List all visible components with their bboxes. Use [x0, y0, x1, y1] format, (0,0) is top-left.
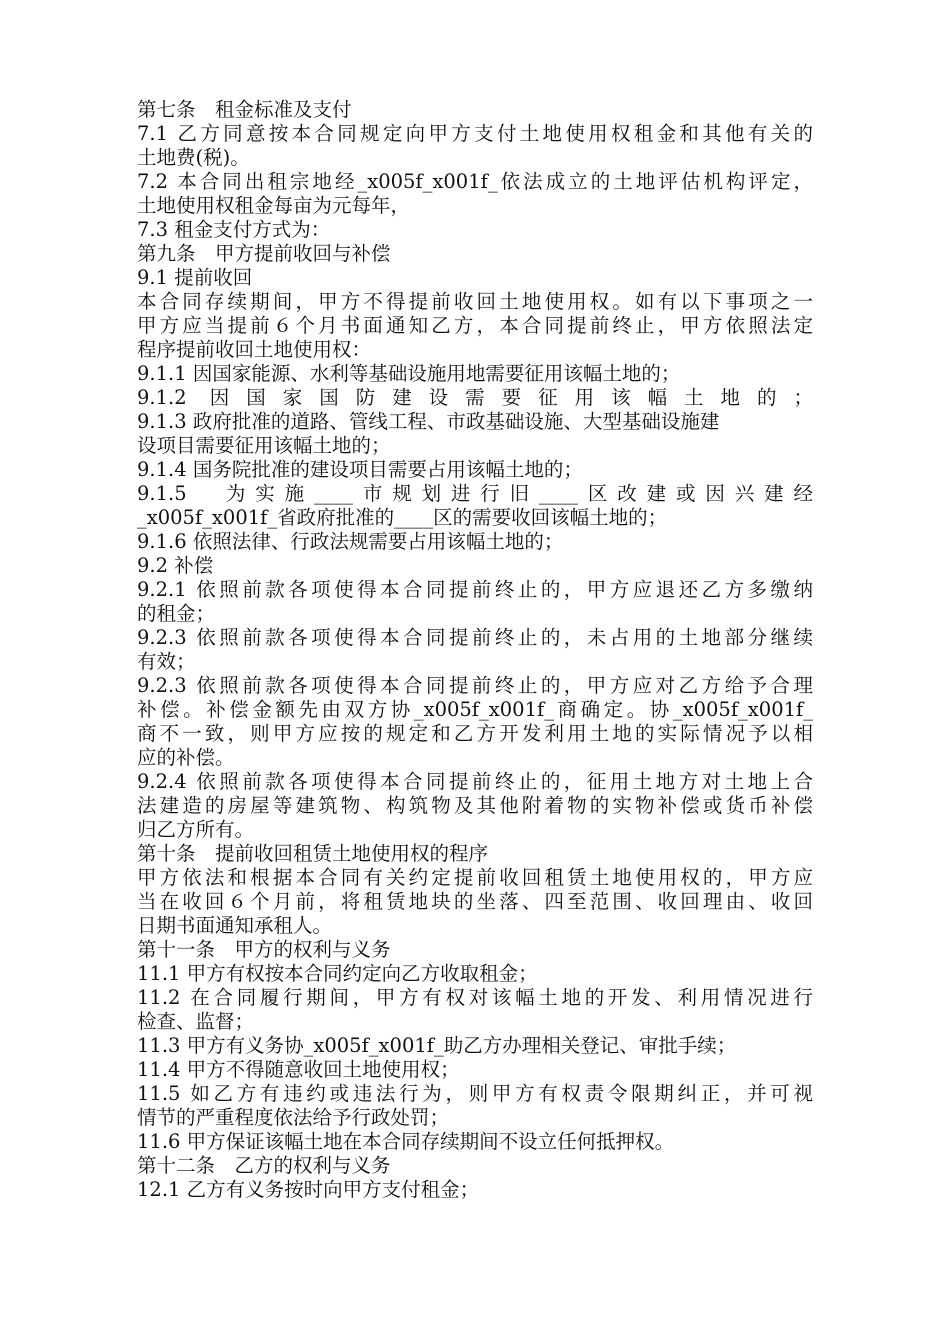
text-line: 有效； [137, 650, 196, 673]
document-body [137, 98, 813, 1202]
text-line: 9.1.6 依照法律、行政法规需要占用该幅土地的； [137, 530, 564, 553]
text-line: _x005f_x001f_省政府批准的____区的需要收回该幅土地的； [137, 506, 668, 529]
text-line: 检查、监督； [137, 1010, 255, 1033]
text-line: 9.1.5 为实施____市规划进行旧____区改建或因兴建经 [137, 482, 813, 505]
text-line: 情节的严重程度依法给予行政处罚； [137, 1106, 450, 1129]
text-line: 补偿。补偿金额先由双方协_x005f_x001f_商确定。协_x005f_x001f_ [137, 698, 813, 721]
text-line: 11.1 甲方有权按本合同约定向乙方收取租金； [137, 962, 538, 985]
text-line: 7.2 本合同出租宗地经_x005f_x001f_依法成立的土地评估机构评定， [137, 170, 813, 193]
text-line: 9.2.3 依照前款各项使得本合同提前终止的，甲方应对乙方给予合理 [137, 674, 813, 697]
text-line: 9.2.4 依照前款各项使得本合同提前终止的，征用土地方对土地上合 [137, 770, 813, 793]
text-line: 7.1 乙方同意按本合同规定向甲方支付土地使用权租金和其他有关的 [137, 122, 813, 145]
text-line: 土地费(税)。 [137, 146, 250, 169]
text-line: 程序提前收回土地使用权： [137, 338, 372, 361]
text-line: 12.1 乙方有义务按时向甲方支付租金； [137, 1178, 480, 1201]
text-line: 7.3 租金支付方式为： [137, 218, 331, 241]
text-line: 归乙方所有。 [137, 818, 255, 841]
text-line: 的租金； [137, 602, 216, 625]
text-line: 甲方应当提前６个月书面通知乙方，本合同提前终止，甲方依照法定 [137, 314, 813, 337]
text-line: 第九条 甲方提前收回与补偿 [137, 242, 391, 265]
text-line: 9.1.1 因国家能源、水利等基础设施用地需要征用该幅土地的； [137, 362, 681, 385]
text-line: 当在收回６个月前，将租赁地块的坐落、四至范围、收回理由、收回 [137, 890, 813, 913]
text-line: 9.1.4 国务院批准的建设项目需要占用该幅土地的； [137, 458, 583, 481]
text-line: 土地使用权租金每亩为元每年， [137, 194, 411, 217]
text-line: 应的补偿。 [137, 746, 235, 769]
text-line: 11.5 如乙方有违约或违法行为，则甲方有权责令限期纠正，并可视 [137, 1082, 813, 1105]
text-line: 甲方依法和根据本合同有关约定提前收回租赁土地使用权的，甲方应 [137, 866, 813, 889]
text-line: 11.4 甲方不得随意收回土地使用权； [137, 1058, 460, 1081]
text-line: 9.1.2 因国家国防建设需要征用该幅土地的； [137, 386, 813, 409]
text-line: 第十条 提前收回租赁土地使用权的程序 [137, 842, 489, 865]
text-line: 9.1.3 政府批准的道路、管线工程、市政基础设施、大型基础设施建 [137, 410, 720, 433]
text-line: 商不一致，则甲方应按的规定和乙方开发利用土地的实际情况予以相 [137, 722, 813, 745]
text-line: 本合同存续期间，甲方不得提前收回土地使用权。如有以下事项之一 [137, 290, 813, 313]
text-line: 第十一条 甲方的权利与义务 [137, 938, 391, 961]
text-line: 法建造的房屋等建筑物、构筑物及其他附着物的实物补偿或货币补偿 [137, 794, 813, 817]
text-line: 第七条 租金标准及支付 [137, 98, 352, 121]
text-line: 11.2 在合同履行期间，甲方有权对该幅土地的开发、利用情况进行 [137, 986, 813, 1009]
text-line: 9.2 补偿 [137, 554, 214, 577]
text-line: 第十二条 乙方的权利与义务 [137, 1154, 391, 1177]
text-line: 9.1 提前收回 [137, 266, 253, 289]
text-line: 11.6 甲方保证该幅土地在本合同存续期间不设立任何抵押权。 [137, 1130, 675, 1153]
text-line: 日期书面通知承租人。 [137, 914, 333, 937]
text-line: 设项目需要征用该幅土地的； [137, 434, 391, 457]
text-line: 9.2.3 依照前款各项使得本合同提前终止的，未占用的土地部分继续 [137, 626, 813, 649]
text-line: 9.2.1 依照前款各项使得本合同提前终止的，甲方应退还乙方多缴纳 [137, 578, 813, 601]
text-line: 11.3 甲方有义务协_x005f_x001f_助乙方办理相关登记、审批手续； [137, 1034, 737, 1057]
